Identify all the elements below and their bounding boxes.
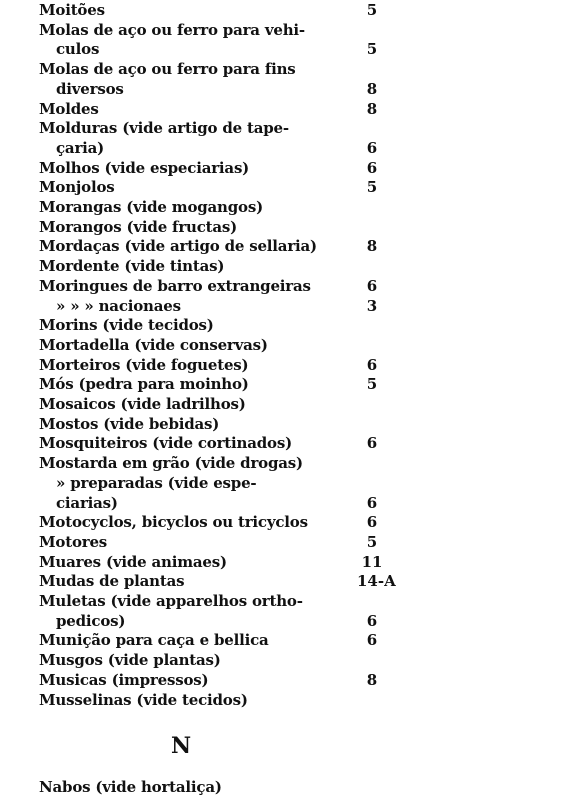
index-entry [0, 99, 576, 119]
index-term: Moringues de barro extrangeiras [39, 277, 311, 295]
index-entry [0, 493, 576, 513]
index-number: 8 [366, 237, 378, 255]
index-entry [0, 256, 576, 276]
index-term: Muares (vide animaes) [39, 553, 227, 571]
index-number: 5 [366, 178, 378, 196]
index-term: pedicos) [56, 612, 126, 630]
index-term: Munição para caça e bellica [39, 631, 269, 649]
index-term: » » » nacionaes [56, 297, 181, 315]
index-term: Molhos (vide especiarias) [39, 159, 250, 177]
index-term: Motores [39, 533, 108, 551]
index-number: 6 [366, 494, 378, 512]
index-entry [0, 374, 576, 394]
index-term: Mostarda em grão (vide drogas) [39, 454, 303, 472]
index-entry [0, 433, 576, 453]
index-term: Mordaças (vide artigo de sellaria) [39, 237, 317, 255]
index-term: » preparadas (vide espe- [56, 474, 257, 492]
index-entry [0, 473, 576, 493]
index-term: Muletas (vide apparelhos ortho- [39, 592, 303, 610]
index-number: 6 [366, 139, 378, 157]
index-entry [0, 315, 576, 335]
index-number: 5 [366, 1, 378, 19]
index-entry [0, 0, 576, 20]
index-term: Musgos (vide plantas) [39, 651, 221, 669]
index-number: 5 [366, 533, 378, 551]
index-number: 3 [366, 297, 378, 315]
index-entry [0, 335, 576, 355]
index-term: ciarias) [56, 494, 118, 512]
index-entry [0, 690, 576, 710]
index-term: Mudas de plantas [39, 572, 185, 590]
index-term: Musicas (impressos) [39, 671, 209, 689]
index-number: 6 [366, 277, 378, 295]
index-entry [0, 650, 576, 670]
index-number: 6 [366, 612, 378, 630]
index-entry [0, 217, 576, 237]
index-entry [0, 59, 576, 79]
index-entry [0, 158, 576, 178]
index-number: 8 [366, 100, 378, 118]
index-entry [0, 118, 576, 138]
index-term: culos [56, 40, 100, 58]
index-term: Mosquiteiros (vide cortinados) [39, 434, 292, 452]
index-term: Molduras (vide artigo de tape- [39, 119, 289, 137]
index-number: 5 [366, 40, 378, 58]
index-entry [0, 571, 576, 591]
index-number: 8 [366, 671, 378, 689]
index-term: Mortadella (vide conservas) [39, 336, 268, 354]
index-term: Mordente (vide tintas) [39, 257, 225, 275]
index-term: Molas de aço ou ferro para vehi- [39, 21, 305, 39]
index-number: 14-A [357, 572, 396, 590]
index-term: Morins (vide tecidos) [39, 316, 214, 334]
index-term: Musselinas (vide tecidos) [39, 691, 248, 709]
index-entry [0, 138, 576, 158]
index-term: Motocyclos, bicyclos ou tricyclos [39, 513, 308, 531]
index-term: çaria) [56, 139, 105, 157]
index-term: Morangas (vide mogangos) [39, 198, 264, 216]
index-term: Monjolos [39, 178, 115, 196]
index-entry [0, 177, 576, 197]
index-number: 6 [366, 434, 378, 452]
index-entry [0, 276, 576, 296]
index-entry [0, 236, 576, 256]
index-number: 6 [366, 513, 378, 531]
index-entry [0, 79, 576, 99]
index-term: Moldes [39, 100, 99, 118]
index-entry [0, 552, 576, 572]
index-term: Morangos (vide fructas) [39, 218, 238, 236]
index-entry [0, 414, 576, 434]
index-term: Moitões [39, 1, 105, 19]
index-number: 6 [366, 631, 378, 649]
index-number: 5 [366, 375, 378, 393]
index-entry [0, 394, 576, 414]
index-number: 6 [366, 356, 378, 374]
index-term: Nabos (vide hortaliça) [39, 778, 222, 796]
index-term: Mós (pedra para moinho) [39, 375, 249, 393]
index-term: Mosaicos (vide ladrilhos) [39, 395, 246, 413]
index-term: Molas de aço ou ferro para fins [39, 60, 296, 78]
index-entry [0, 39, 576, 59]
index-entry [0, 197, 576, 217]
index-entry [0, 20, 576, 40]
index-term: Mostos (vide bebidas) [39, 415, 220, 433]
index-entry [0, 355, 576, 375]
index-entry [0, 591, 576, 611]
index-number: 6 [366, 159, 378, 177]
index-entry [0, 532, 576, 552]
index-entry [0, 512, 576, 532]
index-term: diversos [56, 80, 124, 98]
index-number: 8 [366, 80, 378, 98]
section-letter: N [171, 733, 192, 759]
index-term: Morteiros (vide foguetes) [39, 356, 249, 374]
index-entry [0, 296, 576, 316]
index-entry [0, 777, 576, 797]
index-entry [0, 670, 576, 690]
index-entry [0, 611, 576, 631]
index-number: 11 [361, 553, 383, 571]
index-entry [0, 453, 576, 473]
index-entry [0, 630, 576, 650]
